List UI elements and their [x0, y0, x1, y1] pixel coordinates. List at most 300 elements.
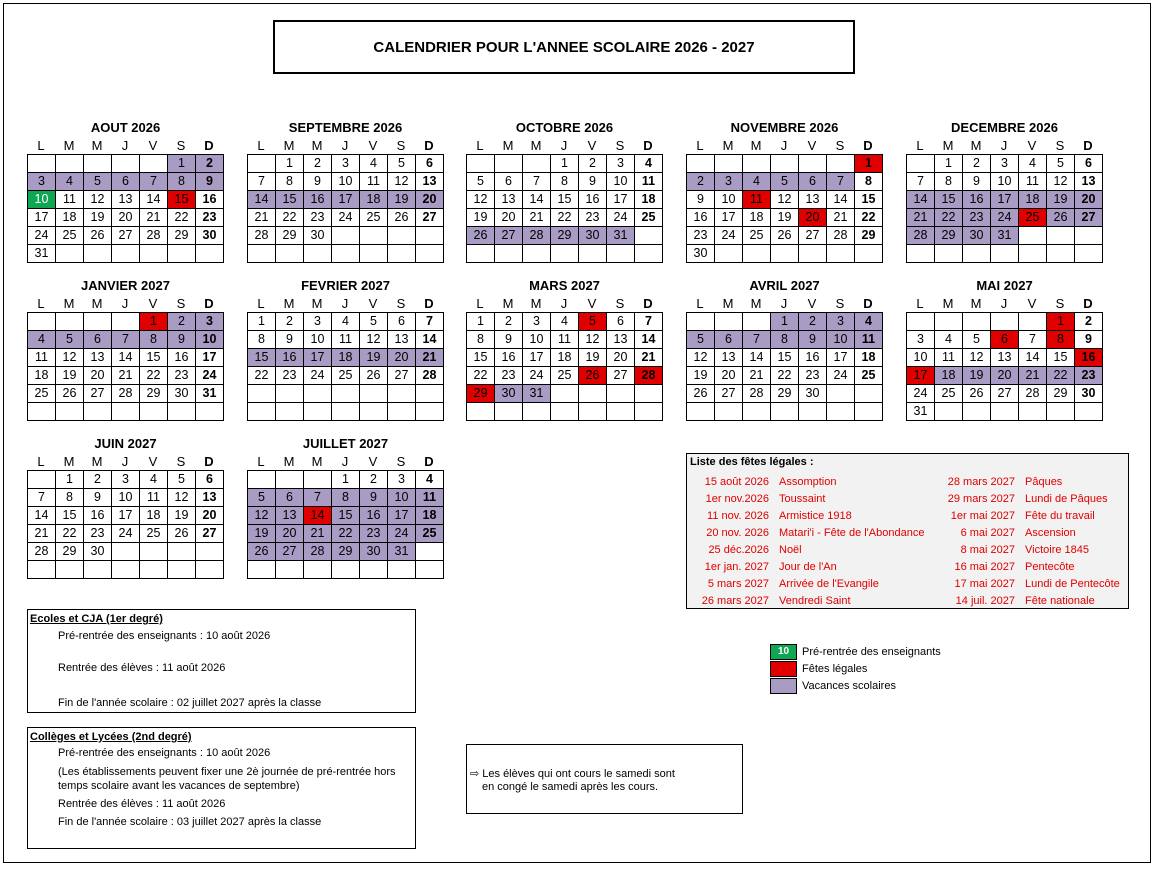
day-cell: 6 [276, 489, 304, 507]
weekday-header: J [341, 296, 349, 311]
day-cell: 23 [84, 525, 112, 543]
empty-day-cell [168, 245, 196, 263]
holiday-date: 26 mars 2027 [701, 595, 769, 607]
day-cell: 20 [276, 525, 304, 543]
day-cell: 16 [196, 191, 224, 209]
weekday-header: M [283, 454, 295, 469]
weekday-header: S [1055, 138, 1065, 153]
weekday-header: M [63, 296, 75, 311]
ecoles-line: Rentrée des élèves : 11 août 2026 [58, 662, 226, 674]
day-cell: 1 [855, 155, 883, 173]
empty-day-cell [991, 403, 1019, 421]
empty-day-cell [771, 245, 799, 263]
day-cell: 25 [551, 367, 579, 385]
day-cell: 5 [771, 173, 799, 191]
month-calendar [466, 119, 663, 263]
holiday-name: Jour de l'An [779, 561, 837, 573]
empty-day-cell [56, 313, 84, 331]
empty-day-cell [991, 313, 1019, 331]
day-cell: 5 [360, 313, 388, 331]
day-cell: 25 [1019, 209, 1047, 227]
day-cell: 25 [332, 367, 360, 385]
day-cell: 14 [907, 191, 935, 209]
day-cell: 1 [771, 313, 799, 331]
holiday-row [687, 491, 825, 508]
month-calendar [466, 277, 663, 421]
empty-day-cell [799, 403, 827, 421]
weekday-header: V [807, 296, 817, 311]
weekday-header: L [257, 138, 265, 153]
day-cell: 28 [248, 227, 276, 245]
day-cell: 30 [168, 385, 196, 403]
day-cell: 5 [84, 173, 112, 191]
empty-day-cell [360, 227, 388, 245]
weekday-header: L [476, 296, 484, 311]
day-cell: 7 [28, 489, 56, 507]
day-cell: 4 [332, 313, 360, 331]
empty-day-cell [56, 403, 84, 421]
empty-day-cell [1019, 245, 1047, 263]
holiday-name: Pentecôte [1025, 561, 1075, 573]
legend-row-prerentree [770, 643, 941, 660]
day-cell: 18 [855, 349, 883, 367]
day-cell: 4 [635, 155, 663, 173]
empty-day-cell [416, 561, 444, 579]
day-cell: 8 [1047, 331, 1075, 349]
weekday-header: J [121, 454, 129, 469]
holiday-row [936, 474, 1062, 491]
day-cell: 19 [248, 525, 276, 543]
day-cell: 13 [112, 191, 140, 209]
day-cell: 22 [332, 525, 360, 543]
month-title: JUIN 2027 [94, 436, 157, 451]
weekday-header: S [615, 138, 625, 153]
empty-day-cell [84, 561, 112, 579]
empty-day-cell [28, 313, 56, 331]
day-cell: 3 [907, 331, 935, 349]
month-day-grid [27, 154, 224, 263]
day-cell: 10 [196, 331, 224, 349]
day-cell: 28 [28, 543, 56, 561]
day-cell: 21 [140, 209, 168, 227]
weekday-header: M [91, 296, 103, 311]
holiday-date: 15 août 2026 [704, 476, 769, 488]
day-cell: 9 [687, 191, 715, 209]
day-cell: 13 [607, 331, 635, 349]
empty-day-cell [1075, 403, 1103, 421]
day-cell: 29 [168, 227, 196, 245]
day-cell: 12 [1047, 173, 1075, 191]
holiday-name: Armistice 1918 [779, 510, 852, 522]
day-cell: 23 [799, 367, 827, 385]
month-day-grid [906, 312, 1103, 421]
day-cell: 4 [140, 471, 168, 489]
weekday-header: J [1000, 138, 1008, 153]
day-cell: 27 [112, 227, 140, 245]
empty-day-cell [248, 471, 276, 489]
day-cell: 30 [799, 385, 827, 403]
day-cell: 23 [1075, 367, 1103, 385]
empty-day-cell [140, 403, 168, 421]
day-cell: 15 [935, 191, 963, 209]
weekday-header: J [341, 454, 349, 469]
day-cell: 1 [551, 155, 579, 173]
day-cell: 23 [579, 209, 607, 227]
empty-day-cell [935, 245, 963, 263]
day-cell: 28 [827, 227, 855, 245]
day-cell: 6 [607, 313, 635, 331]
colleges-line: Fin de l'année scolaire : 03 juillet 2027 après la classe [58, 816, 322, 828]
day-cell: 11 [551, 331, 579, 349]
day-cell: 29 [56, 543, 84, 561]
weekday-header: M [283, 296, 295, 311]
day-cell: 17 [28, 209, 56, 227]
day-cell: 27 [84, 385, 112, 403]
empty-day-cell [196, 543, 224, 561]
day-cell: 9 [304, 173, 332, 191]
day-cell: 9 [579, 173, 607, 191]
month-calendar [686, 119, 883, 263]
day-cell: 31 [607, 227, 635, 245]
day-cell: 25 [416, 525, 444, 543]
empty-day-cell [743, 313, 771, 331]
day-cell: 2 [196, 155, 224, 173]
empty-day-cell [687, 313, 715, 331]
empty-day-cell [687, 403, 715, 421]
day-cell: 22 [855, 209, 883, 227]
month-day-grid [906, 154, 1103, 263]
empty-day-cell [907, 155, 935, 173]
empty-day-cell [963, 403, 991, 421]
weekday-header: J [121, 296, 129, 311]
day-cell: 8 [56, 489, 84, 507]
empty-day-cell [140, 561, 168, 579]
holiday-date: 1er jan. 2027 [704, 561, 769, 573]
day-cell: 19 [168, 507, 196, 525]
day-cell: 31 [28, 245, 56, 263]
empty-day-cell [388, 245, 416, 263]
day-cell: 13 [276, 507, 304, 525]
day-cell: 7 [304, 489, 332, 507]
day-cell: 24 [827, 367, 855, 385]
holiday-row [936, 508, 1095, 525]
holiday-row [687, 474, 836, 491]
weekday-header-row [247, 137, 444, 154]
day-cell: 24 [907, 385, 935, 403]
day-cell: 14 [416, 331, 444, 349]
day-cell: 16 [963, 191, 991, 209]
note-line: en congé le samedi après les cours. [482, 781, 659, 793]
day-cell: 1 [140, 313, 168, 331]
day-cell: 8 [551, 173, 579, 191]
holiday-name: Lundi de Pâques [1025, 493, 1108, 505]
empty-day-cell [935, 403, 963, 421]
holiday-row [936, 542, 1089, 559]
empty-day-cell [579, 245, 607, 263]
day-cell: 24 [715, 227, 743, 245]
day-cell: 27 [799, 227, 827, 245]
day-cell: 27 [495, 227, 523, 245]
empty-day-cell [276, 471, 304, 489]
day-cell: 30 [304, 227, 332, 245]
empty-day-cell [827, 403, 855, 421]
day-cell: 6 [799, 173, 827, 191]
day-cell: 20 [1075, 191, 1103, 209]
day-cell: 18 [332, 349, 360, 367]
empty-day-cell [276, 385, 304, 403]
weekday-header-row [247, 453, 444, 470]
empty-day-cell [248, 385, 276, 403]
day-cell: 24 [607, 209, 635, 227]
holiday-name: Matari'i - Fête de l'Abondance [779, 527, 925, 539]
empty-day-cell [523, 245, 551, 263]
empty-day-cell [579, 385, 607, 403]
empty-day-cell [248, 155, 276, 173]
weekday-header: M [63, 138, 75, 153]
day-cell: 12 [56, 349, 84, 367]
weekday-header: S [176, 138, 186, 153]
weekday-header: M [750, 138, 762, 153]
day-cell: 9 [196, 173, 224, 191]
weekday-header: L [257, 454, 265, 469]
day-cell: 12 [687, 349, 715, 367]
day-cell: 11 [935, 349, 963, 367]
colleges-line: Rentrée des élèves : 11 août 2026 [58, 798, 226, 810]
day-cell: 23 [304, 209, 332, 227]
day-cell: 14 [743, 349, 771, 367]
day-cell: 9 [168, 331, 196, 349]
month-title: DECEMBRE 2026 [951, 120, 1058, 135]
day-cell: 17 [388, 507, 416, 525]
day-cell: 26 [963, 385, 991, 403]
day-cell: 12 [579, 331, 607, 349]
day-cell: 19 [388, 191, 416, 209]
empty-day-cell [743, 155, 771, 173]
day-cell: 30 [84, 543, 112, 561]
month-calendar [686, 277, 883, 421]
day-cell: 2 [799, 313, 827, 331]
holiday-row [687, 542, 802, 559]
day-cell: 11 [56, 191, 84, 209]
holiday-name: Assomption [779, 476, 837, 488]
month-calendar [27, 119, 224, 263]
empty-day-cell [28, 471, 56, 489]
day-cell: 5 [687, 331, 715, 349]
day-cell: 18 [140, 507, 168, 525]
weekday-header: J [560, 296, 568, 311]
empty-day-cell [1075, 245, 1103, 263]
empty-day-cell [467, 245, 495, 263]
empty-day-cell [248, 403, 276, 421]
day-cell: 4 [551, 313, 579, 331]
day-cell: 14 [635, 331, 663, 349]
holiday-row [687, 576, 879, 593]
day-cell: 14 [112, 349, 140, 367]
empty-day-cell [495, 403, 523, 421]
day-cell: 30 [687, 245, 715, 263]
day-cell: 2 [963, 155, 991, 173]
empty-day-cell [112, 155, 140, 173]
day-cell: 26 [388, 209, 416, 227]
empty-day-cell [304, 385, 332, 403]
day-cell: 3 [523, 313, 551, 331]
day-cell: 5 [963, 331, 991, 349]
empty-day-cell [276, 403, 304, 421]
weekday-header: D [424, 454, 434, 469]
empty-day-cell [1019, 313, 1047, 331]
day-cell: 6 [196, 471, 224, 489]
day-cell: 18 [360, 191, 388, 209]
weekday-header: S [1055, 296, 1065, 311]
day-cell: 25 [855, 367, 883, 385]
empty-day-cell [799, 245, 827, 263]
day-cell: 2 [495, 313, 523, 331]
day-cell: 28 [907, 227, 935, 245]
day-cell: 1 [248, 313, 276, 331]
day-cell: 6 [388, 313, 416, 331]
empty-day-cell [140, 245, 168, 263]
day-cell: 3 [304, 313, 332, 331]
day-cell: 1 [276, 155, 304, 173]
day-cell: 30 [963, 227, 991, 245]
weekday-header: L [37, 454, 45, 469]
day-cell: 24 [304, 367, 332, 385]
day-cell: 15 [467, 349, 495, 367]
month-calendar [247, 435, 444, 579]
day-cell: 22 [771, 367, 799, 385]
day-cell: 10 [388, 489, 416, 507]
day-cell: 9 [276, 331, 304, 349]
day-cell: 26 [360, 367, 388, 385]
day-cell: 17 [827, 349, 855, 367]
empty-day-cell [332, 245, 360, 263]
holiday-name: Toussaint [779, 493, 826, 505]
day-cell: 13 [715, 349, 743, 367]
month-title: SEPTEMBRE 2026 [288, 120, 403, 135]
month-day-grid [27, 470, 224, 579]
day-cell: 15 [276, 191, 304, 209]
day-cell: 15 [140, 349, 168, 367]
empty-day-cell [743, 403, 771, 421]
empty-day-cell [196, 403, 224, 421]
day-cell: 19 [771, 209, 799, 227]
day-cell: 7 [416, 313, 444, 331]
day-cell: 6 [495, 173, 523, 191]
month-day-grid [27, 312, 224, 421]
empty-day-cell [715, 313, 743, 331]
day-cell: 3 [388, 471, 416, 489]
empty-day-cell [56, 245, 84, 263]
empty-day-cell [112, 403, 140, 421]
empty-day-cell [1075, 227, 1103, 245]
day-cell: 25 [743, 227, 771, 245]
weekday-header: M [530, 138, 542, 153]
day-cell: 24 [196, 367, 224, 385]
empty-day-cell [56, 561, 84, 579]
day-cell: 21 [304, 525, 332, 543]
day-cell: 31 [907, 403, 935, 421]
day-cell: 15 [248, 349, 276, 367]
empty-day-cell [304, 561, 332, 579]
day-cell: 6 [991, 331, 1019, 349]
day-cell: 28 [112, 385, 140, 403]
weekday-header: M [722, 296, 734, 311]
empty-day-cell [827, 155, 855, 173]
weekday-header: L [257, 296, 265, 311]
day-cell: 3 [607, 155, 635, 173]
weekday-header: S [396, 454, 406, 469]
holiday-date: 5 mars 2027 [707, 578, 769, 590]
weekday-header: L [37, 296, 45, 311]
day-cell: 21 [907, 209, 935, 227]
day-cell: 2 [360, 471, 388, 489]
day-cell: 24 [523, 367, 551, 385]
day-cell: 22 [168, 209, 196, 227]
day-cell: 28 [304, 543, 332, 561]
day-cell: 4 [1019, 155, 1047, 173]
weekday-header: M [722, 138, 734, 153]
day-cell: 4 [416, 471, 444, 489]
holiday-date: 1er nov.2026 [705, 493, 769, 505]
holiday-name: Vendredi Saint [779, 595, 851, 607]
day-cell: 11 [140, 489, 168, 507]
weekday-header: S [615, 296, 625, 311]
weekday-header: D [204, 296, 214, 311]
day-cell: 16 [799, 349, 827, 367]
day-cell: 31 [196, 385, 224, 403]
day-cell: 9 [963, 173, 991, 191]
day-cell: 8 [935, 173, 963, 191]
day-cell: 19 [56, 367, 84, 385]
empty-day-cell [332, 403, 360, 421]
day-cell: 21 [248, 209, 276, 227]
day-cell: 10 [304, 331, 332, 349]
holiday-name: Victoire 1845 [1025, 544, 1090, 556]
weekday-header-row [686, 295, 883, 312]
weekday-header: L [696, 138, 704, 153]
empty-day-cell [907, 313, 935, 331]
holiday-row [687, 525, 924, 542]
month-day-grid [466, 312, 663, 421]
day-cell: 2 [276, 313, 304, 331]
weekday-header: S [176, 296, 186, 311]
weekday-header: J [780, 296, 788, 311]
day-cell: 26 [687, 385, 715, 403]
day-cell: 27 [196, 525, 224, 543]
day-cell: 22 [935, 209, 963, 227]
day-cell: 25 [56, 227, 84, 245]
day-cell: 17 [332, 191, 360, 209]
day-cell: 12 [467, 191, 495, 209]
holiday-row [687, 508, 852, 525]
empty-day-cell [799, 155, 827, 173]
day-cell: 7 [907, 173, 935, 191]
day-cell: 16 [84, 507, 112, 525]
empty-day-cell [360, 561, 388, 579]
empty-day-cell [1047, 403, 1075, 421]
day-cell: 29 [467, 385, 495, 403]
empty-day-cell [551, 403, 579, 421]
holiday-row [936, 559, 1075, 576]
holiday-row [687, 593, 851, 610]
weekday-header-row [466, 295, 663, 312]
empty-day-cell [1019, 227, 1047, 245]
day-cell: 7 [1019, 331, 1047, 349]
weekday-header: V [807, 138, 817, 153]
holiday-name: Pâques [1025, 476, 1063, 488]
weekday-header: D [1083, 138, 1093, 153]
holiday-row [936, 525, 1076, 542]
